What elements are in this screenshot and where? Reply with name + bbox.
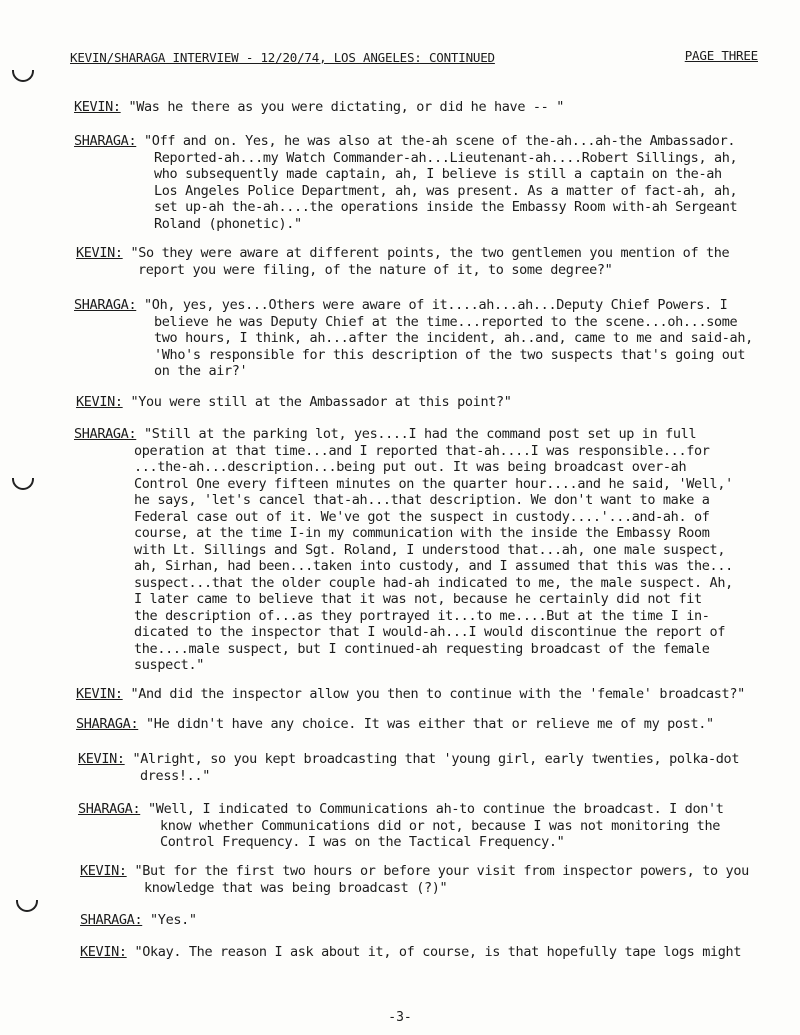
page-header — [70, 50, 758, 65]
punch-hole-mark — [12, 478, 34, 490]
transcript-entry — [74, 133, 800, 232]
speaker-label: KEVIN: — [80, 863, 127, 879]
speaker-label: SHARAGA: — [74, 426, 137, 442]
transcript-entry — [78, 751, 800, 784]
punch-hole-mark — [12, 70, 34, 82]
transcript-entry — [76, 686, 788, 703]
entry-text: "And did the inspector allow you then to continue with the 'female' broadcast?" — [130, 686, 745, 702]
speaker-label: KEVIN: — [76, 686, 123, 702]
entry-text: "Still at the parking lot, yes....I had the command post set up in full operation at that time...and I reported that-ah....I was responsible...for ...the-ah...description...being put out. It was being broadcast over-ah Control One every fifteen minutes on the quarter hour....and he said, 'Well,' he says, 'let's cancel that-ah...that description. We don't want to make a Federal case out of it. We've got the suspect in custody....'...and-ah. of course, at the time I-in my communication with the inside the Embassy Room with Lt. Sillings and Sgt. Roland, I understood that...ah, one male suspect, ah, Sirhan, had been...taken into custody, and I assumed that this was the... suspect...that the older couple had-ah indicated to me, the male suspect. Ah, I later came to believe that it was not, because he certainly did not fit the description of...as they portrayed it...to me....But at the time I in- dicated to the inspector that I would-ah...I would discontinue the report of the....male suspect, but I continued-ah requesting broadcast of the female suspect." — [134, 426, 733, 673]
entry-text: "Off and on. Yes, he was also at the-ah scene of the-ah...ah-the Ambassador. Reported-ah...my Watch Commander-ah...Lieutenant-ah....Robert Sillings, ah, who subsequently made captain, ah, I believe is still a captain on the-ah Los Angeles Police Department, ah, was present. As a matter of fact-ah, ah, set up-ah the-ah....the operations inside the Embassy Room with-ah Sergeant Roland (phonetic)." — [144, 133, 738, 232]
transcript-entry — [78, 801, 800, 851]
speaker-label: KEVIN: — [76, 394, 123, 410]
speaker-label: SHARAGA: — [74, 297, 137, 313]
transcript-entry — [76, 394, 776, 411]
entry-text: "Yes." — [150, 912, 197, 928]
speaker-label: SHARAGA: — [80, 912, 143, 928]
transcript-entry — [80, 912, 780, 929]
page-label: PAGE THREE — [684, 48, 758, 63]
speaker-label: KEVIN: — [78, 751, 125, 767]
punch-hole-mark — [16, 900, 38, 912]
transcript-entry — [74, 297, 800, 380]
transcript-entry — [80, 863, 800, 896]
transcript-entry — [80, 944, 784, 961]
page-footer — [0, 1010, 800, 1025]
entry-text: "So they were aware at different points, the two gentlemen you mention of the report you were filing, of the nature of it, to some degree?" — [130, 245, 730, 278]
page-number: -3- — [388, 1010, 412, 1025]
speaker-label: KEVIN: — [80, 944, 127, 960]
document-title: KEVIN/SHARAGA INTERVIEW - 12/20/74, LOS ANGELES: CONTINUED — [70, 50, 495, 65]
entry-text: "You were still at the Ambassador at this point?" — [130, 394, 512, 410]
speaker-label: SHARAGA: — [76, 716, 139, 732]
entry-text: "Oh, yes, yes...Others were aware of it....ah...ah...Deputy Chief Powers. I believe he was Deputy Chief at the time...reported to the scene...oh...some two hours, I think, ah...after the incident, ah..and, came to me and said-ah, 'Who's responsible for this description of the two suspects that's going out on the air?' — [144, 297, 753, 379]
transcript-entry — [74, 99, 774, 116]
speaker-label: SHARAGA: — [74, 133, 137, 149]
speaker-label: SHARAGA: — [78, 801, 141, 817]
entry-text: "Was he there as you were dictating, or did he have -- " — [128, 99, 565, 115]
entry-text: "Well, I indicated to Communications ah-to continue the broadcast. I don't know whether Communications did or not, because I was not monitoring the Control Frequency. I was on the Tactical Frequency." — [148, 801, 724, 850]
speaker-label: KEVIN: — [76, 245, 123, 261]
speaker-label: KEVIN: — [74, 99, 121, 115]
entry-text: "But for the first two hours or before your visit from inspector powers, to you knowledge that was being broadcast (?)" — [134, 863, 749, 896]
transcript-entry — [76, 245, 800, 278]
transcript-entry — [76, 716, 788, 733]
transcript-entry — [74, 426, 800, 674]
entry-text: "Okay. The reason I ask about it, of course, is that hopefully tape logs might — [134, 944, 742, 960]
entry-text: "Alright, so you kept broadcasting that 'young girl, early twenties, polka-dot dress!.." — [132, 751, 740, 784]
entry-text: "He didn't have any choice. It was either that or relieve me of my post." — [146, 716, 714, 732]
